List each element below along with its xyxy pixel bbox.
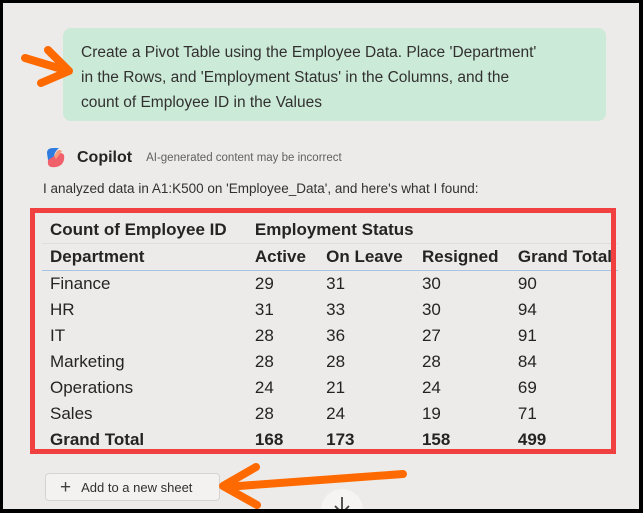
prompt-line: count of Employee ID in the Values xyxy=(81,94,322,111)
cell: 28 xyxy=(254,352,274,371)
cell: 158 xyxy=(421,430,451,449)
column-header: On Leave xyxy=(318,244,414,271)
row-field-header: Department xyxy=(42,244,247,271)
row-label: HR xyxy=(50,300,75,319)
cell: 28 xyxy=(254,326,274,345)
cell: 69 xyxy=(517,378,537,397)
arrow-down-icon xyxy=(321,489,363,509)
cell: 33 xyxy=(326,300,346,319)
ai-disclaimer: AI-generated content may be incorrect xyxy=(146,152,342,164)
cell: 24 xyxy=(421,378,441,397)
cell: 31 xyxy=(326,274,346,293)
column-header: Resigned xyxy=(414,244,510,271)
copilot-header xyxy=(43,146,342,170)
cell: 31 xyxy=(254,300,274,319)
cell: 24 xyxy=(254,378,274,397)
scroll-down-button[interactable] xyxy=(321,489,363,509)
copilot-pane xyxy=(3,3,639,509)
cell: 28 xyxy=(254,404,274,423)
row-label: IT xyxy=(50,326,66,345)
column-field-header: Employment Status xyxy=(247,217,618,244)
column-header: Active xyxy=(247,244,318,271)
value-field-header: Count of Employee ID xyxy=(42,217,247,244)
cell: 28 xyxy=(326,352,346,371)
cell: 19 xyxy=(421,404,441,423)
copilot-name: Copilot xyxy=(77,149,133,166)
cell: 24 xyxy=(326,404,346,423)
prompt-line: Create a Pivot Table using the Employee Data. Place 'Department' xyxy=(81,44,537,61)
cell: 71 xyxy=(517,404,537,423)
cell: 36 xyxy=(326,326,346,345)
prompt-line: in the Rows, and 'Employment Status' in the Columns, and the xyxy=(81,69,510,86)
highlight-annotation-box xyxy=(30,208,616,454)
row-label: Grand Total xyxy=(50,430,145,449)
cell: 168 xyxy=(254,430,284,449)
cell: 28 xyxy=(421,352,441,371)
cell: 84 xyxy=(517,352,537,371)
column-header: Grand Total xyxy=(510,244,618,271)
analysis-summary: I analyzed data in A1:K500 on 'Employee_Data', and here's what I found: xyxy=(43,181,479,196)
cell: 91 xyxy=(517,326,537,345)
cell: 27 xyxy=(421,326,441,345)
cell: 173 xyxy=(326,430,355,449)
row-label: Finance xyxy=(50,274,111,293)
cell: 90 xyxy=(517,274,537,293)
cell: 94 xyxy=(517,300,537,319)
add-to-new-sheet-label: Add to a new sheet xyxy=(81,479,193,495)
row-label: Sales xyxy=(50,404,93,423)
copilot-logo-icon xyxy=(43,147,67,169)
arrow-annotation-icon xyxy=(223,467,403,505)
cell: 21 xyxy=(326,378,346,397)
row-label: Marketing xyxy=(50,352,125,371)
cell: 29 xyxy=(254,274,274,293)
cell: 30 xyxy=(421,300,441,319)
user-prompt-bubble xyxy=(63,28,606,121)
add-to-new-sheet-button[interactable] xyxy=(45,473,220,501)
cell: 499 xyxy=(517,430,547,449)
row-label: Operations xyxy=(50,378,134,397)
cell: 30 xyxy=(421,274,441,293)
plus-icon: + xyxy=(60,476,72,498)
